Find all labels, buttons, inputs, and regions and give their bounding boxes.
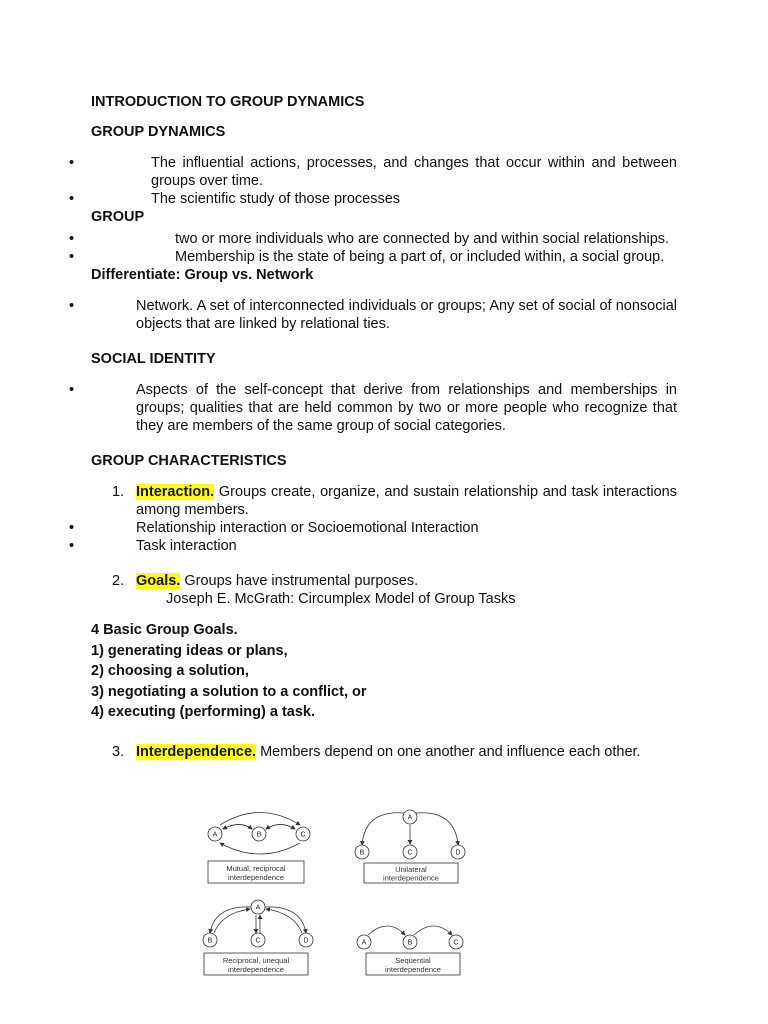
list-item: • The influential actions, processes, and changes that occur within and between groups over time.: [69, 155, 677, 189]
bullet-icon: •: [69, 520, 75, 536]
node-label: A: [212, 831, 218, 839]
group-dynamics-heading: GROUP DYNAMICS: [91, 124, 226, 140]
characteristics-heading: GROUP CHARACTERISTICS: [91, 453, 287, 469]
differentiate-heading: Differentiate: Group vs. Network: [91, 267, 314, 283]
goals-item: 2. Goals. Groups have instrumental purposes.: [112, 573, 419, 589]
list-item: • two or more individuals who are connected by and within social relationships.: [69, 231, 670, 247]
node-label: B: [407, 939, 413, 947]
interdependence-term: Interdependence.: [136, 743, 257, 760]
list-item: • Relationship interaction or Socioemotional Interaction: [69, 520, 479, 536]
list-item: • Membership is the state of being a part of, or included within, a social group.: [69, 249, 665, 265]
document-body: [69, 93, 677, 761]
diagram-label: interdependence: [228, 965, 284, 974]
node-label: B: [256, 831, 262, 839]
list-item: • Aspects of the self-concept that derive from relationships and memberships in groups; qualities that are held common by two or more people who recognize that they are members of the same group of social categories.: [69, 382, 677, 434]
bullet-icon: •: [69, 298, 75, 314]
social-identity-heading: SOCIAL IDENTITY: [91, 351, 216, 367]
node-label: A: [361, 939, 367, 947]
diagram-label: Mutual, reciprocal: [226, 864, 286, 873]
node-label: D: [455, 849, 461, 857]
list-item: • The scientific study of those processes: [69, 191, 401, 207]
interaction-sublist: [69, 519, 677, 555]
social-identity-list: [69, 381, 677, 435]
node-label: B: [359, 849, 365, 857]
group-dynamics-list: [69, 154, 677, 208]
goals-term: Goals.: [136, 573, 181, 589]
interaction-term: Interaction.: [136, 484, 215, 500]
group-list: [69, 230, 677, 266]
diagram-label: Reciprocal, unequal: [222, 956, 290, 965]
bullet-icon: •: [69, 538, 75, 554]
interaction-item: 1. Interaction. Groups create, organize, and sustain relationship and task interactions among members.: [112, 484, 677, 518]
interdependence-item: 3. Interdependence. Members depend on one another and influence each other.: [112, 743, 641, 760]
interdependence-diagrams: [190, 805, 490, 985]
node-label: A: [407, 814, 413, 822]
node-label: C: [453, 939, 459, 947]
basic-goals: 4 Basic Group Goals. 1) generating ideas or plans, 2) choosing a solution, 3) negotiating a solution to a conflict, or 4) executing (performing) a task.: [91, 622, 367, 720]
goals-sub: Joseph E. McGrath: Circumplex Model of Group Tasks: [166, 591, 516, 607]
node-label: D: [303, 937, 309, 945]
bullet-icon: •: [69, 231, 75, 247]
node-label: B: [207, 937, 213, 945]
interdependence-figure: [190, 805, 490, 985]
diagram-label: interdependence: [228, 873, 284, 882]
differentiate-list: [69, 297, 677, 333]
bullet-icon: •: [69, 155, 75, 171]
document-title: INTRODUCTION TO GROUP DYNAMICS: [91, 94, 365, 110]
node-label: A: [255, 904, 261, 912]
bullet-icon: •: [69, 249, 75, 265]
diagram-label: Unilateral: [395, 865, 427, 874]
group-heading: GROUP: [91, 209, 145, 225]
list-item: • Task interaction: [69, 538, 237, 554]
node-label: C: [407, 849, 413, 857]
bullet-icon: •: [69, 382, 75, 398]
bullet-icon: •: [69, 191, 75, 207]
node-label: C: [255, 937, 261, 945]
diagram-label: Sequential: [395, 956, 431, 965]
node-label: C: [300, 831, 306, 839]
diagram-label: interdependence: [385, 965, 441, 974]
list-item: • Network. A set of interconnected individuals or groups; Any set of social of nonsocial objects that are linked by relational ties.: [69, 298, 677, 332]
diagram-label: interdependence: [383, 873, 439, 883]
